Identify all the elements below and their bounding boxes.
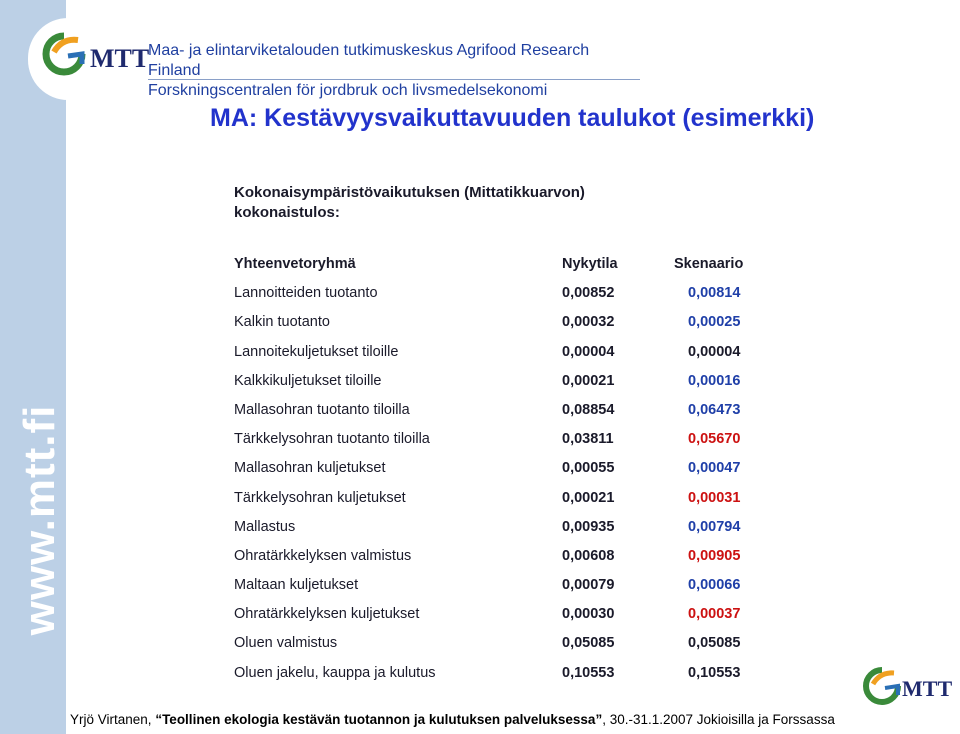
footer-event: , 30.-31.1.2007 Jokioisilla ja Forssassa: [602, 712, 835, 727]
row-label: Oluen valmistus: [234, 635, 338, 652]
table-row: [234, 544, 764, 573]
row-label: Mallastus: [234, 518, 296, 535]
row-current-value: 0,00021: [562, 372, 615, 389]
footer-talk-title: “Teollinen ekologia kestävän tuotannon ja kulutuksen palveluksessa”: [155, 712, 603, 727]
row-label: Tärkkelysohran kuljetukset: [234, 489, 406, 506]
logo-wordmark: MTT: [90, 44, 150, 73]
table-row: [234, 573, 764, 602]
logo-footer-wordmark: MTT: [902, 676, 953, 701]
row-scenario-value: 0,10553: [688, 664, 741, 681]
column-header-scenario: Skenaario: [674, 256, 744, 272]
row-label: Kalkin tuotanto: [234, 314, 330, 331]
row-label: Ohratärkkelyksen kuljetukset: [234, 606, 420, 623]
row-scenario-value: 0,00016: [688, 372, 741, 389]
intro-text: [234, 183, 585, 223]
row-current-value: 0,10553: [562, 664, 615, 681]
row-scenario-value: 0,00814: [688, 285, 741, 302]
footer-citation: [70, 712, 835, 727]
row-current-value: 0,00004: [562, 343, 615, 360]
table-row: [234, 486, 764, 515]
row-scenario-value: 0,00025: [688, 314, 741, 331]
table-header-row: [234, 252, 764, 281]
table-row: [234, 398, 764, 427]
mtt-logo-footer: [862, 664, 958, 717]
row-label: Maltaan kuljetukset: [234, 577, 359, 594]
row-label: Ohratärkkelyksen valmistus: [234, 547, 412, 564]
row-scenario-value: 0,00037: [688, 606, 741, 623]
row-label: Mallasohran tuotanto tiloilla: [234, 401, 410, 418]
page-title: MA: Kestävyysvaikuttavuuden taulukot (esimerkki): [210, 104, 815, 132]
table-row: [234, 602, 764, 631]
organization-header: [148, 41, 589, 101]
row-scenario-value: 0,00794: [688, 518, 741, 535]
website-url-text: www.mtt.fi: [15, 404, 64, 636]
table-row: [234, 310, 764, 339]
intro-line-2: kokonaistulos:: [234, 204, 340, 221]
row-current-value: 0,00032: [562, 314, 615, 331]
row-label: Mallasohran kuljetukset: [234, 460, 386, 477]
sidebar-band: [0, 0, 66, 734]
column-header-group: Yhteenvetoryhmä: [234, 256, 356, 272]
row-label: Tärkkelysohran tuotanto tiloilla: [234, 431, 430, 448]
table-row: [234, 427, 764, 456]
table-body: [234, 281, 764, 690]
org-line-2: Finland: [148, 62, 201, 79]
table-row: [234, 281, 764, 310]
row-current-value: 0,00935: [562, 518, 615, 535]
table-row: [234, 456, 764, 485]
row-label: Lannoitteiden tuotanto: [234, 285, 378, 302]
row-label: Oluen jakelu, kauppa ja kulutus: [234, 664, 436, 681]
row-current-value: 0,00021: [562, 489, 615, 506]
row-current-value: 0,00055: [562, 460, 615, 477]
row-scenario-value: 0,06473: [688, 401, 741, 418]
row-current-value: 0,00030: [562, 606, 615, 623]
org-line-3: Forskningscentralen för jordbruk och livsmedelsekonomi: [148, 82, 548, 99]
header-divider: [148, 79, 640, 80]
row-scenario-value: 0,00047: [688, 460, 741, 477]
table-row: [234, 340, 764, 369]
row-label: Lannoitekuljetukset tiloille: [234, 343, 399, 360]
table-row: [234, 515, 764, 544]
row-scenario-value: 0,05085: [688, 635, 741, 652]
row-current-value: 0,00852: [562, 285, 615, 302]
row-scenario-value: 0,00004: [688, 343, 741, 360]
table-row: [234, 661, 764, 690]
row-scenario-value: 0,05670: [688, 431, 741, 448]
table-row: [234, 631, 764, 660]
row-scenario-value: 0,00905: [688, 547, 741, 564]
footer-author: Yrjö Virtanen,: [70, 712, 156, 727]
row-current-value: 0,08854: [562, 401, 615, 418]
row-current-value: 0,00079: [562, 577, 615, 594]
row-current-value: 0,03811: [562, 431, 614, 448]
column-header-current: Nykytila: [562, 256, 618, 272]
row-label: Kalkkikuljetukset tiloille: [234, 372, 382, 389]
row-scenario-value: 0,00066: [688, 577, 741, 594]
row-current-value: 0,05085: [562, 635, 615, 652]
table-row: [234, 369, 764, 398]
row-scenario-value: 0,00031: [688, 489, 741, 506]
mtt-logo: [42, 30, 150, 87]
intro-line-1: Kokonaisympäristövaikutuksen (Mittatikkuarvon): [234, 184, 585, 201]
row-current-value: 0,00608: [562, 547, 615, 564]
results-table: [234, 252, 764, 690]
org-line-1: Maa- ja elintarviketalouden tutkimuskeskus Agrifood Research: [148, 42, 590, 59]
